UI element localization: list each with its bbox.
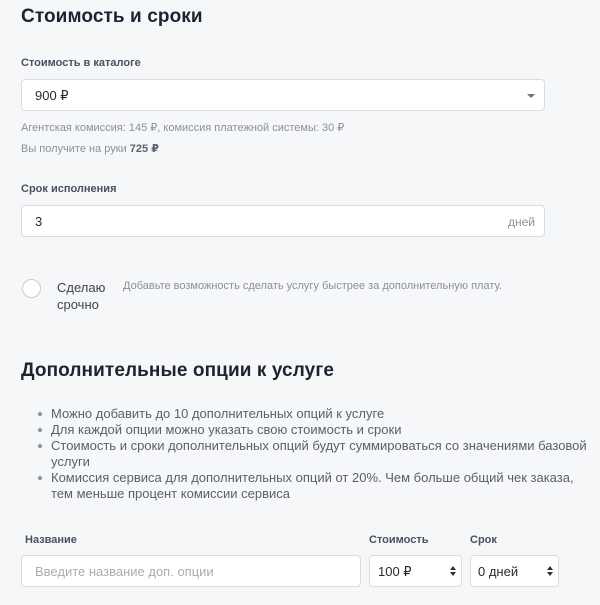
payout-value: 725 ₽ xyxy=(129,143,159,155)
list-item: Стоимость и сроки дополнительных опций будут суммироваться со значениями базовой услуги xyxy=(33,438,598,470)
option-name-label: Название xyxy=(25,534,77,546)
option-cost-stepper[interactable] xyxy=(369,555,462,587)
payout-prefix: Вы получите на руки xyxy=(21,143,127,155)
deadline-unit: дней xyxy=(507,215,535,229)
deadline-label: Срок исполнения xyxy=(21,183,117,195)
urgent-label-line2: срочно xyxy=(57,297,99,312)
list-item: Для каждой опции можно указать свою стоимость и сроки xyxy=(33,422,598,438)
commission-text: Агентская комиссия: 145 ₽, комиссия платежной системы: 30 ₽ xyxy=(21,122,345,134)
chevron-down-icon xyxy=(527,94,535,98)
stepper-arrows-icon[interactable] xyxy=(547,566,553,576)
option-cost-value: 100 ₽ xyxy=(378,564,412,579)
option-name-input[interactable] xyxy=(21,555,361,587)
option-name-placeholder: Введите название доп. опции xyxy=(35,564,214,579)
list-item: Комиссия сервиса для дополнительных опций от 20%. Чем больше общий чек заказа, тем меньше процент комиссии сервиса xyxy=(33,470,598,502)
list-item: Можно добавить до 10 дополнительных опций к услуге xyxy=(33,406,598,422)
extras-notes xyxy=(33,406,598,502)
option-term-stepper[interactable] xyxy=(470,555,559,587)
extras-title: Дополнительные опции к услуге xyxy=(21,360,334,381)
pricing-title: Стоимость и сроки xyxy=(21,6,203,27)
urgent-label[interactable] xyxy=(57,279,105,313)
option-term-label: Срок xyxy=(470,534,497,546)
price-select-value: 900 ₽ xyxy=(35,88,69,103)
price-select[interactable] xyxy=(21,79,545,111)
deadline-field[interactable] xyxy=(21,205,545,237)
urgent-hint: Добавьте возможность сделать услугу быстрее за дополнительную плату. xyxy=(123,280,502,292)
urgent-label-line1: Сделаю xyxy=(57,280,106,295)
option-cost-label: Стоимость xyxy=(369,534,429,546)
stepper-arrows-icon[interactable] xyxy=(450,566,456,576)
payout-text xyxy=(21,142,159,155)
option-term-value: 0 дней xyxy=(478,564,519,579)
price-label: Стоимость в каталоге xyxy=(21,57,141,69)
urgent-radio[interactable] xyxy=(22,279,41,298)
deadline-input-value[interactable]: 3 xyxy=(35,214,43,229)
